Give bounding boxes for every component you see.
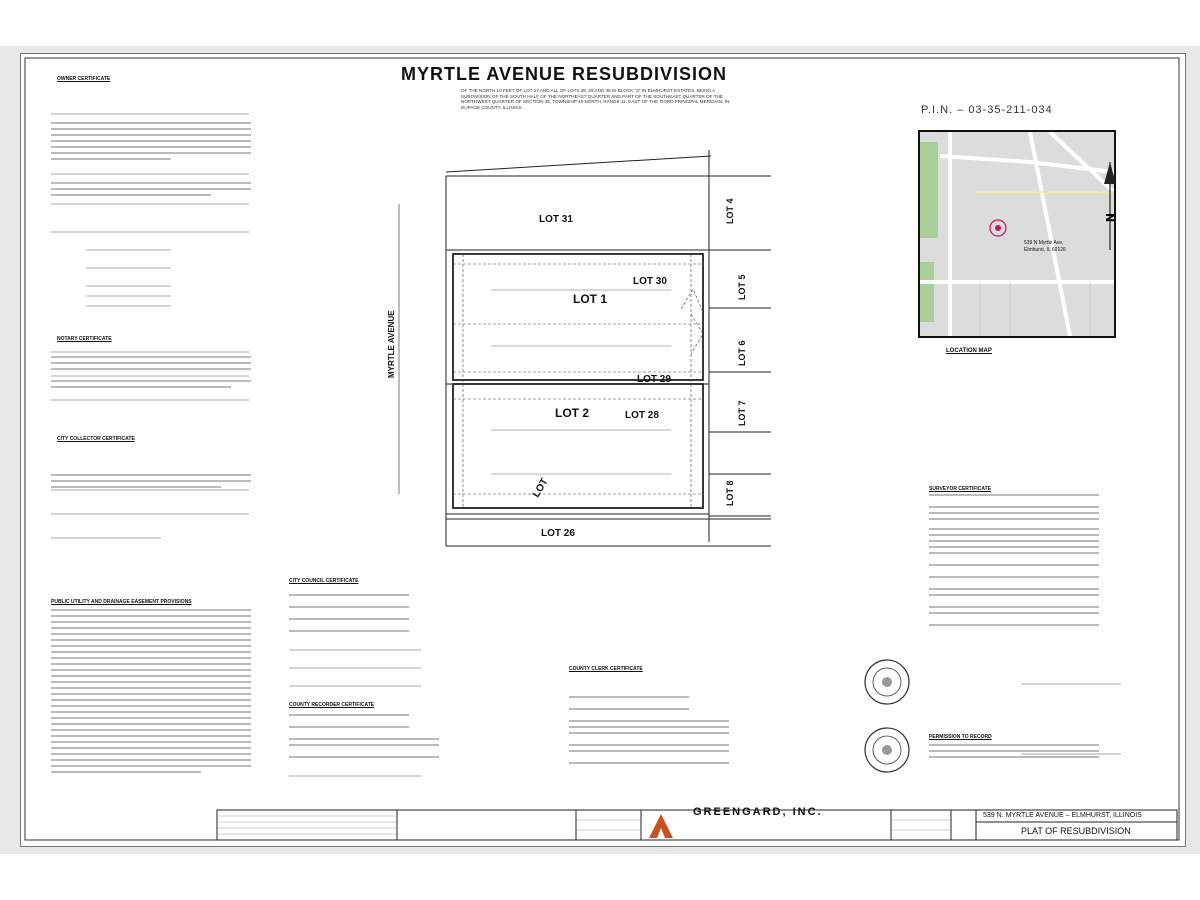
location-map-label: LOCATION MAP [946,348,992,354]
easement-provisions-header: PUBLIC UTILITY AND DRAINAGE EASEMENT PROVISIONS [51,599,192,605]
map-address-line1: 539 N Myrtle Ave, [1024,240,1064,246]
document-viewer [0,46,1200,854]
lot-30-label: LOT 30 [633,276,667,287]
pin-number: P.I.N. – 03-35-211-034 [921,104,1053,116]
plat-title: MYRTLE AVENUE RESUBDIVISION [401,64,728,84]
svg-text:N: N [1103,213,1116,223]
company-name: GREENGARD, INC. [693,806,823,818]
lot-1-label: LOT 1 [573,292,608,306]
location-map [918,130,1116,338]
sheet-title: PLAT OF RESUBDIVISION [1021,826,1131,836]
lot-27-label: LOT [531,476,551,500]
lot-31-label: LOT 31 [539,214,573,225]
plat-subtitle: OF THE NORTH 10 FEET OF LOT 27 AND ALL OF LOTS 28, 29 AND 30 IN BLOCK "3" IN ELMHURST ESTATES, BEING A SUBDIVISION OF THE SOUTH HALF OF THE NORTHEAST QUARTER AND PART OF THE SOUTHEAST QUARTER OF THE NORTHWEST QUARTER OF SECTION 35, TOWNSHIP 40 NORTH, RANGE 11, EAST OF THE THIRD PRINCIPAL MERIDIAN, IN DUPAGE COUNTY, ILLINOIS. [461,88,730,110]
lot-7-label: LOT 7 [737,400,747,426]
lot-2-label: LOT 2 [555,406,590,420]
street-name: MYRTLE AVENUE [387,310,396,378]
lot-28-label: LOT 28 [625,410,659,421]
surveyor-certificate-header: SURVEYOR CERTIFICATE [929,486,992,492]
lot-29-label: LOT 29 [637,374,671,385]
lot-5-label: LOT 5 [737,274,747,300]
lot-6-label: LOT 6 [737,340,747,366]
council-certificate-header: CITY COUNCIL CERTIFICATE [289,578,359,584]
owner-certificate-header: OWNER CERTIFICATE [57,76,111,82]
clerk-certificate-header: COUNTY CLERK CERTIFICATE [569,666,643,672]
recorder-certificate-header: COUNTY RECORDER CERTIFICATE [289,702,375,708]
map-address-line2: Elmhurst, IL 60126 [1024,247,1066,253]
plat-sheet [20,53,1186,847]
lot-26-label: LOT 26 [541,528,575,539]
lot-4-label: LOT 4 [725,198,735,224]
notary-certificate-header: NOTARY CERTIFICATE [57,336,112,342]
lot-8-label: LOT 8 [725,480,735,506]
project-address: 539 N. MYRTLE AVENUE – ELMHURST, ILLINOIS [983,812,1142,819]
collector-certificate-header: CITY COLLECTOR CERTIFICATE [57,436,135,442]
permission-to-record-header: PERMISSION TO RECORD [929,734,992,740]
map-address [1024,240,1066,254]
